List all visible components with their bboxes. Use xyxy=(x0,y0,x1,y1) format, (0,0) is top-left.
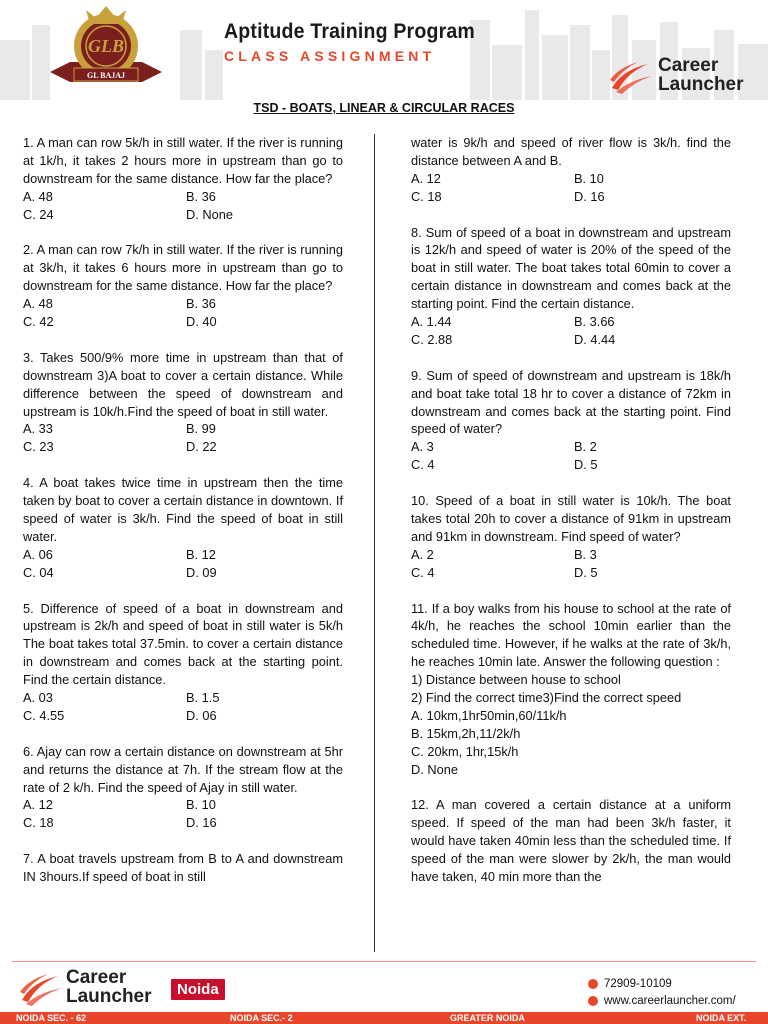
question-7-start xyxy=(23,850,343,886)
answer-options xyxy=(23,295,343,331)
option-d: D. 06 xyxy=(186,707,217,723)
answer-options xyxy=(23,420,343,456)
question-text: 6. Ajay can row a certain distance on downstream at 5hr and returns the distance at 7h. If the stream flow at the rate of 2 k/h. Find the speed of Ajay in still water. xyxy=(23,743,343,795)
question-11 xyxy=(411,600,731,779)
question-text: 11. If a boy walks from his house to school at the rate of 4k/h, he reaches the school 10min earlier than the scheduled time. However, if he walks at the rate of 3k/h, he reaches 10min late. Answer the following question : xyxy=(411,600,731,670)
question-4 xyxy=(23,474,343,581)
option-d: D. 16 xyxy=(186,815,217,831)
noida-badge: Noida xyxy=(171,979,225,1000)
option-b: B. 36 xyxy=(186,296,216,312)
question-9 xyxy=(411,367,731,474)
program-title: Aptitude Training Program xyxy=(224,20,475,43)
answer-options xyxy=(411,438,731,474)
option-a: A. 12 xyxy=(23,797,53,813)
logo-lettering: GL BAJAJ xyxy=(86,71,126,80)
left-column xyxy=(23,134,343,886)
option-b: B. 3.66 xyxy=(574,314,615,330)
option-c: C. 4 xyxy=(411,457,435,473)
question-text: 3. Takes 500/9% more time in upstream than that of downstream 3)A boat to cover a certain distance. While difference between the speed of downstream and upstream is 10k/h.Find the speed of boat in still water. xyxy=(23,349,343,419)
option-c: C. 04 xyxy=(23,564,54,580)
website-link[interactable]: www.careerlauncher.com/ xyxy=(604,994,736,1007)
question-7-continued xyxy=(411,134,731,206)
question-8 xyxy=(411,224,731,349)
location-3: GREATER NOIDA xyxy=(450,1013,525,1023)
question-10 xyxy=(411,492,731,582)
answer-options xyxy=(411,313,731,349)
option-c: C. 18 xyxy=(411,188,442,204)
option-a: A. 48 xyxy=(23,296,53,312)
sub-question-1: 1) Distance between house to school xyxy=(411,672,621,688)
option-a: A. 10km,1hr50min,60/11k/h xyxy=(411,707,567,723)
option-a: A. 2 xyxy=(411,546,434,562)
answer-options xyxy=(23,689,343,725)
question-text: 4. A boat takes twice time in upstream then the time taken by boat to cover a certain distance in downtown. If speed of water is 3k/h. Find the speed of boat in still water. xyxy=(23,475,343,544)
option-d: D. 5 xyxy=(574,457,598,473)
option-c: C. 18 xyxy=(23,815,54,831)
option-b: B. 15km,2h,11/2k/h xyxy=(411,725,521,741)
option-b: B. 10 xyxy=(186,797,216,813)
option-d: D. 5 xyxy=(574,564,598,580)
option-a: A. 33 xyxy=(23,421,53,437)
question-text: 8. Sum of speed of a boat in downstream and upstream is 12k/h and speed of water is 20% of the speed of the boat in still water. The boat takes total 60min to cover a certain distance in downstream and comes back at the starting point. Find the certain distance. xyxy=(411,224,731,312)
answer-options xyxy=(411,546,731,582)
globe-icon xyxy=(588,996,598,1006)
question-text: 10. Speed of a boat in still water is 10k/h. The boat takes total 20h to cover a distance of 91km in upstream and 91km in downstream. Find speed of water? xyxy=(411,493,731,544)
question-2 xyxy=(23,241,343,331)
question-5 xyxy=(23,600,343,725)
brand-line-2: Launcher xyxy=(66,986,152,1007)
title-block xyxy=(224,20,484,64)
option-a: A. 3 xyxy=(411,439,434,455)
answer-options xyxy=(411,671,731,778)
option-c: C. 20km, 1hr,15k/h xyxy=(411,743,519,759)
brand-line-2: Launcher xyxy=(658,74,744,95)
option-b: B. 1.5 xyxy=(186,690,220,706)
contact-info xyxy=(588,976,736,1010)
option-a: A. 1.44 xyxy=(411,314,452,330)
footer-divider xyxy=(12,961,756,962)
option-d: D. None xyxy=(186,206,233,222)
website-row xyxy=(588,993,736,1008)
option-d: D. None xyxy=(411,761,458,777)
question-text: 9. Sum of speed of downstream and upstream is 18k/h and boat take total 18 hr to cover a distance of 72km in downstream and comes back at the starting point. Find speed of water? xyxy=(411,367,731,437)
option-c: C. 2.88 xyxy=(411,331,453,347)
option-a: A. 03 xyxy=(23,690,53,706)
option-b: B. 99 xyxy=(186,421,216,437)
option-d: D. 4.44 xyxy=(574,331,616,347)
answer-options xyxy=(23,546,343,582)
question-text: water is 9k/h and speed of river flow is 3k/h. find the distance between A and B. xyxy=(411,135,731,168)
assignment-subtitle: CLASS ASSIGNMENT xyxy=(224,48,436,64)
brand-line-1: Career xyxy=(658,55,719,76)
gl-bajaj-logo xyxy=(40,2,172,94)
career-launcher-logo xyxy=(606,54,766,98)
option-d: D. 22 xyxy=(186,439,217,455)
phone-number: 72909-10109 xyxy=(604,977,672,990)
location-4: NOIDA EXT. xyxy=(696,1013,747,1023)
right-column xyxy=(411,134,731,886)
answer-options xyxy=(23,796,343,832)
option-c: C. 42 xyxy=(23,314,54,330)
option-a: A. 12 xyxy=(411,170,441,186)
phone-icon xyxy=(588,979,598,989)
sub-question-2: 2) Find the correct time3)Find the correct speed xyxy=(411,690,682,706)
location-1: NOIDA SEC. - 62 xyxy=(16,1013,87,1023)
option-a: A. 06 xyxy=(23,546,53,562)
option-c: C. 4.55 xyxy=(23,707,65,723)
question-text: 7. A boat travels upstream from B to A and downstream IN 3hours.If speed of boat in still xyxy=(23,851,343,885)
option-c: C. 24 xyxy=(23,206,54,222)
option-b: B. 36 xyxy=(186,188,216,204)
svg-text:GLB: GLB xyxy=(88,36,124,56)
question-text: 5. Difference of speed of a boat in downstream and upstream is 2k/h and speed of boat in still water is 5k/h The boat takes total 37.5min. to cover a certain distance in downstream and comes back at the starting point. Find the certain distance. xyxy=(23,600,343,688)
page-header xyxy=(0,0,768,100)
question-12-start xyxy=(411,796,731,886)
question-text: 1. A man can row 5k/h in still water. If the river is running at 1k/h, it takes 2 hours more in upstream than go to downstream for the same distance. How far the place? xyxy=(23,135,343,186)
question-1 xyxy=(23,134,343,224)
option-d: D. 40 xyxy=(186,314,217,330)
option-b: B. 3 xyxy=(574,546,597,562)
option-b: B. 12 xyxy=(186,546,216,562)
locations-bar xyxy=(0,1012,768,1024)
section-heading: TSD - BOATS, LINEAR & CIRCULAR RACES xyxy=(253,101,515,115)
question-text: 2. A man can row 7k/h in still water. If the river is running at 3k/h, it takes 6 hours more in upstream than go to downstream for the same distance. How far the place? xyxy=(23,242,343,294)
phone-row xyxy=(588,976,736,991)
answer-options xyxy=(411,170,731,206)
location-2: NOIDA SEC.- 2 xyxy=(230,1013,293,1023)
option-d: D. 09 xyxy=(186,564,217,580)
option-c: C. 23 xyxy=(23,439,54,455)
option-b: B. 2 xyxy=(574,439,597,455)
option-d: D. 16 xyxy=(574,188,605,204)
question-text: 12. A man covered a certain distance at a uniform speed. If speed of the man had been 3k/h faster, it would have taken 40min less than the scheduled time. If speed of the man were slower by 2k/h, the man would have taken, 40 min more than the xyxy=(411,797,731,885)
question-6 xyxy=(23,743,343,833)
answer-options xyxy=(23,188,343,224)
career-launcher-swoosh-icon xyxy=(18,970,64,1006)
career-launcher-swoosh-icon xyxy=(608,58,654,94)
option-c: C. 4 xyxy=(411,564,435,580)
brand-line-1: Career xyxy=(66,967,127,988)
option-a: A. 48 xyxy=(23,188,53,204)
question-3 xyxy=(23,349,343,456)
column-divider xyxy=(374,134,375,952)
option-b: B. 10 xyxy=(574,170,604,186)
